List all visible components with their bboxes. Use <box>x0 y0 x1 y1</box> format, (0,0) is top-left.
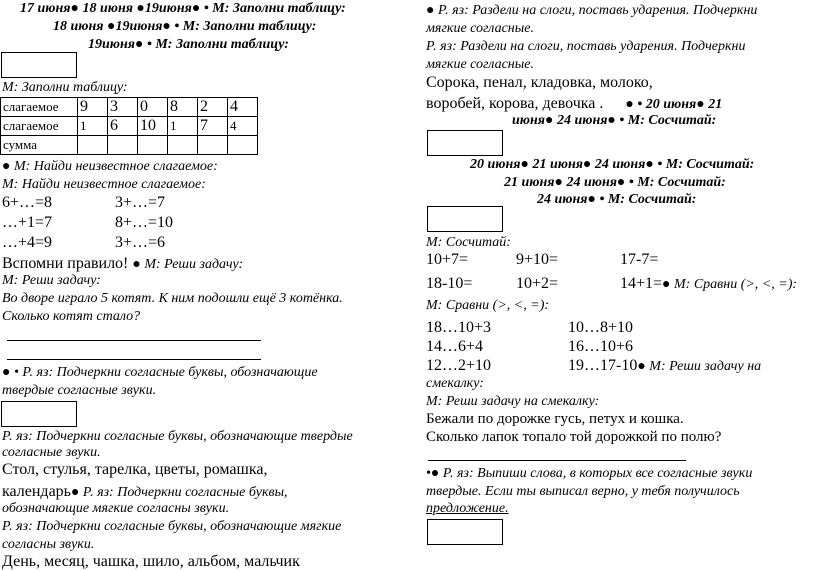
task-title: М: Реши задачу на смекалку: <box>426 394 600 409</box>
comparison: 16…10+6 <box>568 338 634 355</box>
table-cell[interactable] <box>228 136 258 155</box>
table-row <box>1 136 258 155</box>
comparison: 10…8+10 <box>568 319 634 336</box>
equation: 18-10= <box>426 275 473 292</box>
word-list: Стол, стулья, тарелка, цветы, ромашка, <box>2 461 268 478</box>
task-title: предложение. <box>426 501 509 516</box>
task-title: Р. яз: Раздели на слоги, поставь ударения. Подчеркни <box>426 39 746 54</box>
table-row <box>1 117 258 136</box>
heading-line: июня● 24 июня● • М: Сосчитай: <box>512 113 717 128</box>
table-cell: 10 <box>138 117 168 136</box>
heading-line: ● • 20 июня● 21 <box>625 97 723 112</box>
comparison: 12…2+10 <box>426 357 492 374</box>
equation: 10+2= <box>516 275 559 292</box>
equation: 10+7= <box>426 251 469 268</box>
task-title: мягкие согласные. <box>426 21 534 36</box>
task-title: М: Заполни таблицу: <box>2 80 128 95</box>
addition-table <box>0 97 258 155</box>
table-row-label: сумма <box>1 136 78 155</box>
table-row-label: слагаемое <box>1 117 78 136</box>
task-title: обозначающие мягкие согласны звуки. <box>2 501 230 516</box>
equation: 9+10= <box>516 251 559 268</box>
task-title: ● • Р. яз: Подчеркни согласные буквы, обозначающие <box>2 365 318 380</box>
word-list: воробей, корова, девочка . <box>426 95 604 112</box>
task-title: М: Сравни (>, <, =): <box>426 298 550 313</box>
table-cell: 4 <box>228 98 258 117</box>
table-cell[interactable] <box>168 136 198 155</box>
word-list: Сорока, пенал, кладовка, молоко, <box>426 74 653 91</box>
task-title: согласные звуки. <box>2 445 101 460</box>
problem-text: Сколько котят стало? <box>2 309 141 324</box>
task-title: М: Найди неизвестное слагаемое: <box>2 177 206 192</box>
task-title: Р. яз: Подчеркни согласные буквы, обозначающие твердые <box>2 429 353 444</box>
answer-box[interactable] <box>427 519 503 545</box>
equation: 17-7= <box>620 251 659 268</box>
task-title: ● Р. яз: Раздели на слоги, поставь ударения. Подчеркни <box>426 3 758 18</box>
task-title: согласны звуки. <box>2 537 95 552</box>
equation: 3+…=7 <box>115 194 166 211</box>
answer-box[interactable] <box>427 130 503 156</box>
equation: 3+…=6 <box>115 234 166 251</box>
task-title: ● Р. яз: Подчеркни согласные буквы, <box>70 485 288 500</box>
task-title: ● М: Сравни (>, <, =): <box>662 277 798 292</box>
table-cell: 1 <box>78 117 108 136</box>
comparison-line <box>568 358 761 374</box>
table-cell: 2 <box>198 98 228 117</box>
problem-text: Сколько лапок топало той дорожкой по полю? <box>426 429 722 445</box>
table-cell: 3 <box>108 98 138 117</box>
equation: …+4=9 <box>2 234 53 251</box>
heading-line: 21 июня● 24 июня● • М: Сосчитай: <box>504 175 726 190</box>
equation: 6+…=8 <box>2 194 53 211</box>
task-title: Р. яз: Подчеркни согласные буквы, обозначающие мягкие <box>2 519 342 534</box>
comparison: 18…10+3 <box>426 319 492 336</box>
task-title: ● М: Найди неизвестное слагаемое: <box>2 159 218 174</box>
comparison: 19…17-10 <box>568 357 638 374</box>
answer-line[interactable] <box>7 359 261 360</box>
table-cell[interactable] <box>138 136 168 155</box>
equation-line <box>620 276 797 292</box>
equation: 14+1= <box>620 275 663 292</box>
word-list-line <box>2 484 288 500</box>
comparison: 14…6+4 <box>426 338 484 355</box>
task-title: твердые согласные звуки. <box>2 383 157 398</box>
task-title: твердые. Если ты выписал верно, у тебя получилось <box>426 484 740 499</box>
word-list-line <box>426 96 722 112</box>
table-cell: 8 <box>168 98 198 117</box>
table-cell[interactable] <box>78 136 108 155</box>
answer-box[interactable] <box>1 52 77 78</box>
table-row <box>1 98 258 117</box>
heading-line: 20 июня● 21 июня● 24 июня● • М: Сосчитай: <box>470 157 755 172</box>
table-cell: 1 <box>168 117 198 136</box>
table-cell[interactable] <box>108 136 138 155</box>
problem-text: Во дворе играло 5 котят. К ним подошли ещё 3 котёнка. <box>2 291 343 306</box>
word-list: День, месяц, чашка, шило, альбом, мальчик <box>2 553 300 570</box>
table-cell: 9 <box>78 98 108 117</box>
table-row-label: слагаемое <box>1 98 78 117</box>
answer-line[interactable] <box>7 340 261 341</box>
heading-line: 18 июня ●19июня● • М: Заполни таблицу: <box>53 19 317 34</box>
table-cell[interactable] <box>198 136 228 155</box>
answer-line[interactable] <box>428 460 686 461</box>
rule-text: Вспомни правило! <box>2 255 133 272</box>
heading-line: 24 июня● • М: Сосчитай: <box>537 192 697 207</box>
task-title: ● М: Реши задачу: <box>132 257 244 272</box>
equation: …+1=7 <box>2 214 53 231</box>
heading-line: 19июня● • М: Заполни таблицу: <box>88 37 289 52</box>
answer-box[interactable] <box>427 206 503 232</box>
equation: 8+…=10 <box>115 214 174 231</box>
task-title: ● М: Реши задачу на <box>637 359 762 374</box>
word-list: календарь <box>2 483 71 500</box>
task-title: •● Р. яз: Выпиши слова, в которых все согласные звуки <box>426 466 753 481</box>
task-title: мягкие согласные. <box>426 57 534 72</box>
task-title: смекалку: <box>426 376 484 391</box>
table-cell: 7 <box>198 117 228 136</box>
table-cell: 6 <box>108 117 138 136</box>
table-cell: 0 <box>138 98 168 117</box>
problem-text: Бежали по дорожке гусь, петух и кошка. <box>426 411 684 427</box>
rule-line <box>2 256 243 272</box>
heading-line: 17 июня● 18 июня ●19июня● • М: Заполни таблицу: <box>20 1 346 16</box>
task-title: М: Реши задачу: <box>2 273 101 288</box>
answer-box[interactable] <box>1 401 77 427</box>
task-title: М: Сосчитай: <box>426 235 511 250</box>
table-cell: 4 <box>228 117 258 136</box>
